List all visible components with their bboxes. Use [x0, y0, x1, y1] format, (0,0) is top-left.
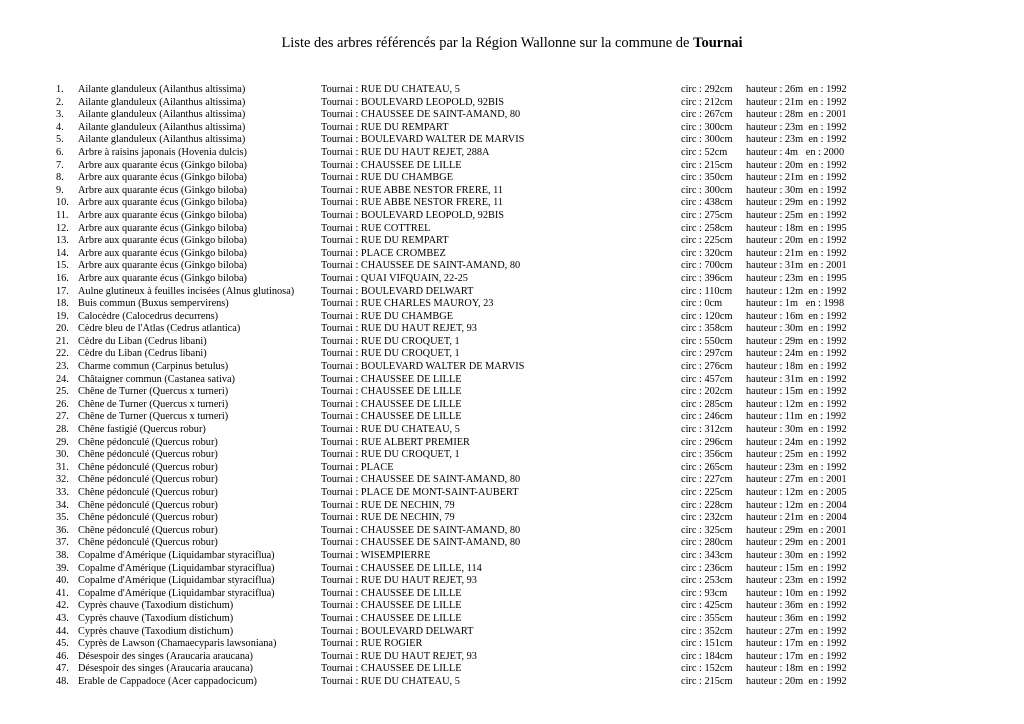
tree-circumference: circ : 356cm	[681, 449, 733, 461]
tree-address: Tournai : RUE DU HAUT REJET, 93	[321, 575, 477, 587]
tree-species: Arbre à raisins japonais (Hovenia dulcis)	[78, 146, 247, 158]
tree-address: Tournai : RUE DU CHATEAU, 5	[321, 424, 460, 436]
row-number: 47.	[56, 663, 69, 675]
list-item	[0, 235, 1024, 248]
tree-height-year: hauteur : 10m en : 1992	[746, 587, 847, 599]
row-number: 39.	[56, 562, 69, 574]
list-item	[0, 487, 1024, 500]
list-item	[0, 361, 1024, 374]
tree-species: Arbre aux quarante écus (Ginkgo biloba)	[78, 272, 247, 284]
tree-address: Tournai : RUE ROGIER	[321, 638, 423, 650]
tree-address: Tournai : RUE DU CHAMBGE	[321, 310, 453, 322]
tree-circumference: circ : 550cm	[681, 335, 733, 347]
tree-species: Châtaigner commun (Castanea sativa)	[78, 373, 235, 385]
row-number: 2.	[56, 96, 64, 108]
tree-species: Cèdre bleu de l'Atlas (Cedrus atlantica)	[78, 323, 241, 335]
tree-circumference: circ : 184cm	[681, 650, 733, 662]
tree-circumference: circ : 232cm	[681, 512, 733, 524]
row-number: 36.	[56, 524, 69, 536]
title-text: Liste des arbres référencés par la Région Wallonne sur la commune de	[281, 35, 690, 51]
tree-species: Charme commun (Carpinus betulus)	[78, 361, 229, 373]
list-item	[0, 550, 1024, 563]
tree-height-year: hauteur : 23m en : 1995	[746, 272, 847, 284]
row-number: 9.	[56, 184, 64, 196]
tree-height-year: hauteur : 18m en : 1995	[746, 222, 847, 234]
tree-species: Chêne pédonculé (Quercus robur)	[78, 524, 218, 536]
tree-circumference: circ : 253cm	[681, 575, 733, 587]
tree-species: Chêne pédonculé (Quercus robur)	[78, 487, 218, 498]
row-number: 37.	[56, 537, 69, 549]
tree-height-year: hauteur : 11m en : 1992	[746, 411, 847, 423]
tree-species: Arbre aux quarante écus (Ginkgo biloba)	[78, 260, 247, 272]
list-item	[0, 210, 1024, 223]
row-number: 44.	[56, 625, 69, 637]
tree-height-year: hauteur : 21m en : 1992	[746, 172, 847, 184]
tree-address: Tournai : BOULEVARD WALTER DE MARVIS	[321, 361, 525, 373]
tree-height-year: hauteur : 29m en : 1992	[746, 335, 847, 347]
row-number: 25.	[56, 386, 69, 398]
tree-species: Chêne pédonculé (Quercus robur)	[78, 512, 218, 524]
tree-address: Tournai : CHAUSSEE DE LILLE	[321, 373, 462, 385]
tree-height-year: hauteur : 25m en : 1992	[746, 449, 847, 461]
row-number: 13.	[56, 235, 69, 247]
tree-address: Tournai : RUE DU CHATEAU, 5	[321, 84, 460, 95]
row-number: 48.	[56, 675, 69, 687]
list-item	[0, 286, 1024, 299]
list-item	[0, 160, 1024, 173]
tree-address: Tournai : RUE DE NECHIN, 79	[321, 512, 455, 524]
tree-height-year: hauteur : 20m en : 1992	[746, 235, 847, 247]
tree-address: Tournai : RUE DU CHAMBGE	[321, 172, 453, 184]
tree-address: Tournai : BOULEVARD DELWART	[321, 625, 474, 637]
tree-species: Cyprès de Lawson (Chamaecyparis lawsoniana)	[78, 638, 277, 650]
title-commune: Tournai	[693, 35, 743, 51]
tree-species: Copalme d'Amérique (Liquidambar styraciflua)	[78, 562, 275, 574]
row-number: 6.	[56, 146, 64, 158]
tree-height-year: hauteur : 20m en : 1992	[746, 675, 847, 687]
tree-circumference: circ : 343cm	[681, 549, 733, 561]
tree-address: Tournai : CHAUSSEE DE LILLE	[321, 612, 462, 624]
tree-circumference: circ : 320cm	[681, 247, 733, 259]
row-number: 11.	[56, 209, 69, 221]
row-number: 7.	[56, 159, 64, 171]
list-item	[0, 248, 1024, 261]
tree-species: Arbre aux quarante écus (Ginkgo biloba)	[78, 197, 247, 209]
row-number: 33.	[56, 487, 69, 498]
tree-height-year: hauteur : 12m en : 2004	[746, 499, 847, 511]
tree-address: Tournai : RUE DU CHATEAU, 5	[321, 675, 460, 687]
tree-circumference: circ : 120cm	[681, 310, 733, 322]
tree-species: Ailante glanduleux (Ailanthus altissima)	[78, 109, 246, 121]
tree-species: Aulne glutineux à feuilles incisées (Alnus glutinosa)	[78, 285, 295, 297]
tree-species: Chêne fastigié (Quercus robur)	[78, 424, 206, 436]
row-number: 31.	[56, 461, 69, 473]
tree-address: Tournai : CHAUSSEE DE LILLE	[321, 663, 462, 675]
list-item	[0, 134, 1024, 147]
row-number: 1.	[56, 84, 64, 95]
row-number: 46.	[56, 650, 69, 662]
tree-height-year: hauteur : 25m en : 1992	[746, 209, 847, 221]
tree-height-year: hauteur : 30m en : 1992	[746, 323, 847, 335]
tree-species: Arbre aux quarante écus (Ginkgo biloba)	[78, 172, 247, 184]
tree-height-year: hauteur : 24m en : 1992	[746, 348, 847, 360]
tree-circumference: circ : 355cm	[681, 612, 733, 624]
tree-address: Tournai : RUE DU HAUT REJET, 93	[321, 650, 477, 662]
tree-address: Tournai : RUE ABBE NESTOR FRERE, 11	[321, 184, 504, 196]
tree-height-year: hauteur : 23m en : 1992	[746, 121, 847, 133]
tree-circumference: circ : 236cm	[681, 562, 733, 574]
row-number: 8.	[56, 172, 64, 184]
row-number: 16.	[56, 272, 69, 284]
tree-address: Tournai : CHAUSSEE DE SAINT-AMAND, 80	[321, 109, 521, 121]
tree-species: Cyprès chauve (Taxodium distichum)	[78, 625, 234, 637]
tree-address: Tournai : RUE DU HAUT REJET, 93	[321, 323, 477, 335]
tree-address: Tournai : CHAUSSEE DE LILLE	[321, 159, 462, 171]
tree-height-year: hauteur : 30m en : 1992	[746, 184, 847, 196]
tree-height-year: hauteur : 31m en : 2001	[746, 260, 847, 272]
tree-address: Tournai : CHAUSSEE DE LILLE	[321, 600, 462, 612]
list-item	[0, 500, 1024, 513]
tree-circumference: circ : 312cm	[681, 424, 733, 436]
list-item	[0, 563, 1024, 576]
list-item	[0, 97, 1024, 110]
tree-species: Chêne pédonculé (Quercus robur)	[78, 436, 218, 448]
tree-species: Arbre aux quarante écus (Ginkgo biloba)	[78, 159, 247, 171]
tree-circumference: circ : 292cm	[681, 84, 733, 95]
list-item	[0, 575, 1024, 588]
row-number: 29.	[56, 436, 69, 448]
row-number: 26.	[56, 398, 69, 410]
tree-address: Tournai : PLACE	[321, 461, 394, 473]
tree-circumference: circ : 225cm	[681, 487, 733, 498]
tree-address: Tournai : CHAUSSEE DE LILLE	[321, 411, 462, 423]
tree-species: Chêne pédonculé (Quercus robur)	[78, 461, 218, 473]
tree-circumference: circ : 202cm	[681, 386, 733, 398]
tree-circumference: circ : 276cm	[681, 361, 733, 373]
row-number: 17.	[56, 285, 69, 297]
tree-address: Tournai : RUE DU CROQUET, 1	[321, 348, 460, 360]
tree-circumference: circ : 700cm	[681, 260, 733, 272]
tree-species: Arbre aux quarante écus (Ginkgo biloba)	[78, 209, 247, 221]
list-item	[0, 613, 1024, 626]
tree-height-year: hauteur : 15m en : 1992	[746, 562, 847, 574]
list-item	[0, 122, 1024, 135]
list-item	[0, 437, 1024, 450]
tree-height-year: hauteur : 15m en : 1992	[746, 386, 847, 398]
row-number: 30.	[56, 449, 69, 461]
tree-address: Tournai : WISEMPIERRE	[321, 549, 431, 561]
row-number: 32.	[56, 474, 69, 486]
tree-height-year: hauteur : 16m en : 1992	[746, 310, 847, 322]
list-item	[0, 185, 1024, 198]
tree-height-year: hauteur : 18m en : 1992	[746, 361, 847, 373]
tree-species: Arbre aux quarante écus (Ginkgo biloba)	[78, 222, 247, 234]
row-number: 14.	[56, 247, 69, 259]
tree-circumference: circ : 275cm	[681, 209, 733, 221]
tree-circumference: circ : 215cm	[681, 675, 733, 687]
tree-circumference: circ : 215cm	[681, 159, 733, 171]
tree-height-year: hauteur : 21m en : 2004	[746, 512, 847, 524]
tree-address: Tournai : RUE DE NECHIN, 79	[321, 499, 455, 511]
tree-address: Tournai : RUE ABBE NESTOR FRERE, 11	[321, 197, 504, 209]
tree-species: Chêne de Turner (Quercus x turneri)	[78, 386, 229, 398]
tree-address: Tournai : RUE DU CROQUET, 1	[321, 335, 460, 347]
list-item	[0, 651, 1024, 664]
row-number: 19.	[56, 310, 69, 322]
row-number: 22.	[56, 348, 69, 360]
tree-height-year: hauteur : 17m en : 1992	[746, 650, 847, 662]
tree-species: Chêne pédonculé (Quercus robur)	[78, 537, 218, 549]
tree-species: Arbre aux quarante écus (Ginkgo biloba)	[78, 247, 247, 259]
list-item	[0, 399, 1024, 412]
tree-species: Ailante glanduleux (Ailanthus altissima)	[78, 96, 246, 108]
row-number: 27.	[56, 411, 69, 423]
tree-circumference: circ : 300cm	[681, 121, 733, 133]
tree-height-year: hauteur : 1m en : 1998	[746, 298, 845, 310]
row-number: 15.	[56, 260, 69, 272]
tree-circumference: circ : 325cm	[681, 524, 733, 536]
tree-height-year: hauteur : 24m en : 1992	[746, 436, 847, 448]
tree-circumference: circ : 280cm	[681, 537, 733, 549]
tree-species: Chêne pédonculé (Quercus robur)	[78, 499, 218, 511]
tree-species: Erable de Cappadoce (Acer cappadocicum)	[78, 675, 257, 687]
list-item	[0, 172, 1024, 185]
row-number: 20.	[56, 323, 69, 335]
row-number: 10.	[56, 197, 69, 209]
list-item	[0, 537, 1024, 550]
row-number: 43.	[56, 612, 69, 624]
row-number: 18.	[56, 298, 69, 310]
list-item	[0, 588, 1024, 601]
tree-species: Copalme d'Amérique (Liquidambar styraciflua)	[78, 587, 275, 599]
list-item	[0, 676, 1024, 689]
tree-list	[0, 84, 1024, 689]
tree-height-year: hauteur : 29m en : 2001	[746, 524, 847, 536]
tree-species: Cyprès chauve (Taxodium distichum)	[78, 612, 234, 624]
tree-address: Tournai : PLACE CROMBEZ	[321, 247, 446, 259]
tree-address: Tournai : RUE COTTREL	[321, 222, 431, 234]
list-item	[0, 600, 1024, 613]
tree-height-year: hauteur : 4m en : 2000	[746, 146, 845, 158]
tree-circumference: circ : 225cm	[681, 235, 733, 247]
tree-species: Calocèdre (Calocedrus decurrens)	[78, 310, 219, 322]
list-item	[0, 663, 1024, 676]
row-number: 12.	[56, 222, 69, 234]
row-number: 3.	[56, 109, 64, 121]
tree-circumference: circ : 151cm	[681, 638, 733, 650]
tree-address: Tournai : PLACE DE MONT-SAINT-AUBERT	[321, 487, 519, 498]
list-item	[0, 411, 1024, 424]
tree-address: Tournai : CHAUSSEE DE LILLE	[321, 386, 462, 398]
list-item	[0, 336, 1024, 349]
tree-height-year: hauteur : 30m en : 1992	[746, 424, 847, 436]
tree-circumference: circ : 246cm	[681, 411, 733, 423]
tree-circumference: circ : 285cm	[681, 398, 733, 410]
tree-circumference: circ : 267cm	[681, 109, 733, 121]
tree-address: Tournai : RUE DU REMPART	[321, 121, 449, 133]
tree-height-year: hauteur : 29m en : 1992	[746, 197, 847, 209]
page-title	[0, 34, 1024, 52]
tree-species: Copalme d'Amérique (Liquidambar styraciflua)	[78, 575, 275, 587]
list-item	[0, 626, 1024, 639]
tree-circumference: circ : 352cm	[681, 625, 733, 637]
tree-species: Ailante glanduleux (Ailanthus altissima)	[78, 84, 246, 95]
tree-height-year: hauteur : 21m en : 1992	[746, 96, 847, 108]
tree-height-year: hauteur : 23m en : 1992	[746, 461, 847, 473]
tree-address: Tournai : RUE DU REMPART	[321, 235, 449, 247]
tree-circumference: circ : 52cm	[681, 146, 728, 158]
row-number: 35.	[56, 512, 69, 524]
tree-circumference: circ : 297cm	[681, 348, 733, 360]
tree-address: Tournai : CHAUSSEE DE SAINT-AMAND, 80	[321, 474, 521, 486]
tree-height-year: hauteur : 23m en : 1992	[746, 134, 847, 146]
tree-species: Chêne pédonculé (Quercus robur)	[78, 474, 218, 486]
tree-circumference: circ : 438cm	[681, 197, 733, 209]
tree-height-year: hauteur : 29m en : 2001	[746, 537, 847, 549]
tree-height-year: hauteur : 21m en : 1992	[746, 247, 847, 259]
list-item	[0, 638, 1024, 651]
list-item	[0, 273, 1024, 286]
list-item	[0, 84, 1024, 97]
tree-species: Désespoir des singes (Araucaria araucana)	[78, 650, 253, 662]
tree-species: Buis commun (Buxus sempervirens)	[78, 298, 229, 310]
tree-address: Tournai : RUE DU CROQUET, 1	[321, 449, 460, 461]
tree-address: Tournai : CHAUSSEE DE SAINT-AMAND, 80	[321, 260, 521, 272]
tree-address: Tournai : BOULEVARD LEOPOLD, 92BIS	[321, 96, 505, 108]
tree-height-year: hauteur : 30m en : 1992	[746, 549, 847, 561]
tree-address: Tournai : BOULEVARD LEOPOLD, 92BIS	[321, 209, 505, 221]
list-item	[0, 525, 1024, 538]
tree-species: Cèdre du Liban (Cedrus libani)	[78, 348, 207, 360]
tree-height-year: hauteur : 18m en : 1992	[746, 663, 847, 675]
tree-circumference: circ : 228cm	[681, 499, 733, 511]
tree-circumference: circ : 358cm	[681, 323, 733, 335]
tree-species: Chêne pédonculé (Quercus robur)	[78, 449, 218, 461]
list-item	[0, 374, 1024, 387]
tree-species: Désespoir des singes (Araucaria araucana)	[78, 663, 253, 675]
tree-height-year: hauteur : 23m en : 1992	[746, 575, 847, 587]
list-item	[0, 147, 1024, 160]
tree-address: Tournai : CHAUSSEE DE SAINT-AMAND, 80	[321, 524, 521, 536]
tree-circumference: circ : 212cm	[681, 96, 733, 108]
tree-circumference: circ : 258cm	[681, 222, 733, 234]
tree-address: Tournai : CHAUSSEE DE LILLE	[321, 587, 462, 599]
row-number: 4.	[56, 121, 64, 133]
row-number: 23.	[56, 361, 69, 373]
tree-species: Ailante glanduleux (Ailanthus altissima)	[78, 134, 246, 146]
list-item	[0, 462, 1024, 475]
tree-address: Tournai : RUE DU HAUT REJET, 288A	[321, 146, 490, 158]
tree-species: Chêne de Turner (Quercus x turneri)	[78, 398, 229, 410]
tree-address: Tournai : CHAUSSEE DE LILLE	[321, 398, 462, 410]
list-item	[0, 298, 1024, 311]
list-item	[0, 109, 1024, 122]
tree-circumference: circ : 265cm	[681, 461, 733, 473]
tree-species: Cyprès chauve (Taxodium distichum)	[78, 600, 234, 612]
list-item	[0, 323, 1024, 336]
list-item	[0, 449, 1024, 462]
row-number: 40.	[56, 575, 69, 587]
row-number: 41.	[56, 587, 69, 599]
tree-height-year: hauteur : 36m en : 1992	[746, 612, 847, 624]
tree-circumference: circ : 350cm	[681, 172, 733, 184]
list-item	[0, 512, 1024, 525]
tree-address: Tournai : RUE ALBERT PREMIER	[321, 436, 470, 448]
tree-height-year: hauteur : 12m en : 1992	[746, 285, 847, 297]
list-item	[0, 424, 1024, 437]
tree-circumference: circ : 300cm	[681, 184, 733, 196]
tree-species: Arbre aux quarante écus (Ginkgo biloba)	[78, 184, 247, 196]
tree-species: Chêne de Turner (Quercus x turneri)	[78, 411, 229, 423]
tree-address: Tournai : CHAUSSEE DE SAINT-AMAND, 80	[321, 537, 521, 549]
row-number: 38.	[56, 549, 69, 561]
tree-height-year: hauteur : 12m en : 2005	[746, 487, 847, 498]
tree-address: Tournai : BOULEVARD WALTER DE MARVIS	[321, 134, 525, 146]
row-number: 21.	[56, 335, 69, 347]
row-number: 34.	[56, 499, 69, 511]
tree-circumference: circ : 93cm	[681, 587, 728, 599]
tree-circumference: circ : 152cm	[681, 663, 733, 675]
tree-species: Arbre aux quarante écus (Ginkgo biloba)	[78, 235, 247, 247]
tree-address: Tournai : BOULEVARD DELWART	[321, 285, 474, 297]
tree-circumference: circ : 396cm	[681, 272, 733, 284]
tree-height-year: hauteur : 27m en : 2001	[746, 474, 847, 486]
list-item	[0, 311, 1024, 324]
row-number: 42.	[56, 600, 69, 612]
tree-circumference: circ : 296cm	[681, 436, 733, 448]
list-item	[0, 197, 1024, 210]
list-item	[0, 474, 1024, 487]
tree-height-year: hauteur : 17m en : 1992	[746, 638, 847, 650]
tree-address: Tournai : QUAI VIFQUAIN, 22-25	[321, 272, 468, 284]
tree-species: Copalme d'Amérique (Liquidambar styraciflua)	[78, 549, 275, 561]
tree-height-year: hauteur : 27m en : 1992	[746, 625, 847, 637]
list-item	[0, 223, 1024, 236]
tree-circumference: circ : 0cm	[681, 298, 723, 310]
tree-species: Ailante glanduleux (Ailanthus altissima)	[78, 121, 246, 133]
tree-circumference: circ : 227cm	[681, 474, 733, 486]
tree-circumference: circ : 300cm	[681, 134, 733, 146]
tree-height-year: hauteur : 26m en : 1992	[746, 84, 847, 95]
tree-address: Tournai : RUE CHARLES MAUROY, 23	[321, 298, 494, 310]
tree-height-year: hauteur : 31m en : 1992	[746, 373, 847, 385]
tree-circumference: circ : 457cm	[681, 373, 733, 385]
row-number: 5.	[56, 134, 64, 146]
tree-species: Cèdre du Liban (Cedrus libani)	[78, 335, 207, 347]
tree-height-year: hauteur : 28m en : 2001	[746, 109, 847, 121]
row-number: 28.	[56, 424, 69, 436]
tree-circumference: circ : 110cm	[681, 285, 733, 297]
list-item	[0, 386, 1024, 399]
tree-height-year: hauteur : 20m en : 1992	[746, 159, 847, 171]
tree-height-year: hauteur : 12m en : 1992	[746, 398, 847, 410]
list-item	[0, 348, 1024, 361]
tree-circumference: circ : 425cm	[681, 600, 733, 612]
row-number: 24.	[56, 373, 69, 385]
tree-height-year: hauteur : 36m en : 1992	[746, 600, 847, 612]
tree-address: Tournai : CHAUSSEE DE LILLE, 114	[321, 562, 482, 574]
list-item	[0, 260, 1024, 273]
row-number: 45.	[56, 638, 69, 650]
